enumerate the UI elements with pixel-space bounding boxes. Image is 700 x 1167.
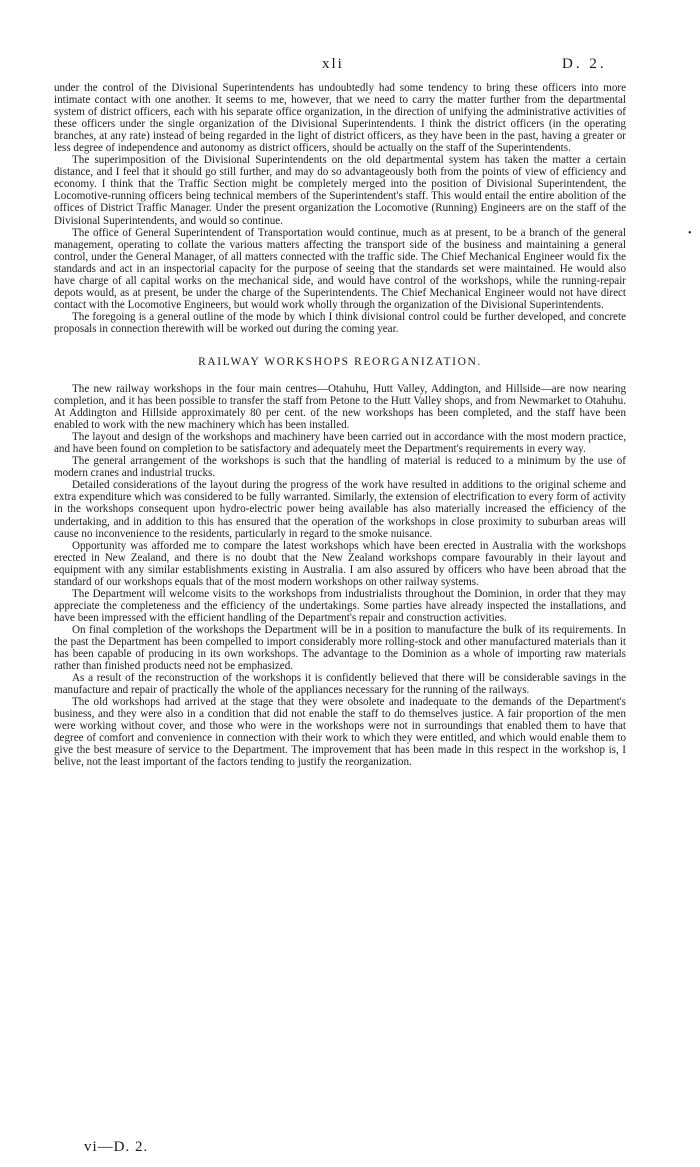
page-header bbox=[0, 56, 700, 76]
section-paragraph: On final completion of the workshops the Department will be in a position to manufacture the bulk of its requirements. In the past the Department has been compelled to import considerably more rolling-stock and other manufactured materials than it has been capable of producing in its own workshops. The advantage to the Dominion as a whole of importing raw materials rather than finished products need not be emphasized. bbox=[54, 623, 626, 673]
page-body bbox=[54, 82, 626, 768]
page-folio: xli bbox=[322, 56, 344, 72]
body-paragraph: The office of General Superintendent of Transportation would continue, much as at present, to be a branch of the general management, operating to collate the various matters affecting the transport side of the business and maintaining a general control, under the General Manager, of all matters connected with the traffic side. The Chief Mechanical Engineer would fix the standards and act in an inspectorial capacity for the purpose of seeing that the standards set were maintained. He would also have charge of all capital works on the mechanical side, and would have control of the workshops, while the running-repair depots would, as at present, be under the charge of the Superintendents. The Chief Mechanical Engineer would not have direct contact with the Locomotive Engineers, but would work wholly through the organization of the Divisional Superintendents. bbox=[54, 226, 626, 311]
margin-mark: • bbox=[688, 228, 692, 239]
page-signature: vi—D. 2. bbox=[84, 1139, 149, 1155]
section-paragraph: Detailed considerations of the layout during the progress of the work have resulted in additions to the original scheme and extra expenditure which was considered to be fully warranted. Similarly, the extension of electrification to every form of activity in the workshops consequent upon hydro-electric power being available has also materially increased the efficiency of the undertaking, and in addition to this has ensured that the operation of the workshops in close proximity to suburban areas will cause no inconvenience to the residents, particularly in regard to the smoke nuisance. bbox=[54, 479, 626, 540]
section-paragraph: The layout and design of the workshops and machinery have been carried out in accordance with the most modern practice, and have been found on completion to be satisfactory and adequately meet the Department's requirements in every way. bbox=[54, 431, 626, 456]
section-paragraph: The Department will welcome visits to the workshops from industrialists throughout the Dominion, in order that they may appreciate the completeness and the efficiency of the undertakings. Some parties have already inspected the installations, and have been impressed with the efficient handling of the Department's repair and construction activities. bbox=[54, 587, 626, 624]
body-paragraph: under the control of the Divisional Superintendents has undoubtedly had some tendency to bring these officers into more intimate contact with one another. It seems to me, however, that we need to carry the matter further from the departmental system of district officers, each with his separate office organization, in the direction of unifying the administrative activities of these officers under the single organization of the Divisional Superintendents. I think the district officers (in the operating branches, at any rate) instead of being regarded in the light of district officers, as they have been in the past, having a greater or less degree of independence and autonomy as district officers, should be actually on the staff of the Superintendents. bbox=[54, 82, 626, 155]
section-paragraph: The general arrangement of the workshops is such that the handling of material is reduced to a minimum by the use of modern cranes and industrial trucks. bbox=[54, 455, 626, 480]
section-paragraph: The old workshops had arrived at the stage that they were obsolete and inadequate to the demands of the Department's business, and they were also in a condition that did not enable the staff to do themselves justice. A fair proportion of the men were working without cover, and those who were in the workshops were not in surroundings that enabled them to have that degree of comfort and convenience in connection with their work to which they were entitled, and which would enable them to give the best measure of service to the Department. The improvement that has been made in this respect in the workshop is, I belive, not the least important of the factors tending to justify the reorganization. bbox=[54, 696, 626, 769]
body-paragraph: The superimposition of the Divisional Superintendents on the old departmental system has taken the matter a certain distance, and I feel that it should go still further, and may do so advantageously both from the points of view of efficiency and economy. I think that the Traffic Section might be completely merged into the position of Divisional Superintendent, the Locomotive-running officers being technical members of the Superintendent's staff. This would entail the entire abolition of the offices of District Traffic Manager. Under the present organization the Locomotive (Running) Engineers are on the staff of the Divisional Superintendents, and would so continue. bbox=[54, 154, 626, 227]
section-paragraph: As a result of the reconstruction of the workshops it is confidently believed that there will be considerable savings in the manufacture and repair of practically the whole of the appliances necessary for the running of the railways. bbox=[54, 672, 626, 697]
section-paragraph: Opportunity was afforded me to compare the latest workshops which have been erected in Australia with the workshops erected in New Zealand, and there is no doubt that the New Zealand workshops compare favourably in their layout and equipment with any similar establishments existing in Australia. I am also assured by officers who have been abroad that the standard of our workshops equals that of the most modern workshops on other railway systems. bbox=[54, 539, 626, 588]
section-paragraph: The new railway workshops in the four main centres—Otahuhu, Hutt Valley, Addington, and Hillside—are now nearing completion, and it has been possible to transfer the staff from Petone to the Hutt Valley shops, and from Newmarket to Otahuhu. At Addington and Hillside approximately 80 per cent. of the new workshops has been completed, and the staff have been enabled to work with the new machinery which has been installed. bbox=[54, 382, 626, 432]
document-reference: D. 2. bbox=[562, 56, 607, 72]
section-heading: RAILWAY WORKSHOPS REORGANIZATION. bbox=[198, 355, 482, 368]
body-paragraph: The foregoing is a general outline of the mode by which I think divisional control could be further developed, and concrete proposals in connection therewith will be worked out during the coming year. bbox=[54, 310, 626, 335]
